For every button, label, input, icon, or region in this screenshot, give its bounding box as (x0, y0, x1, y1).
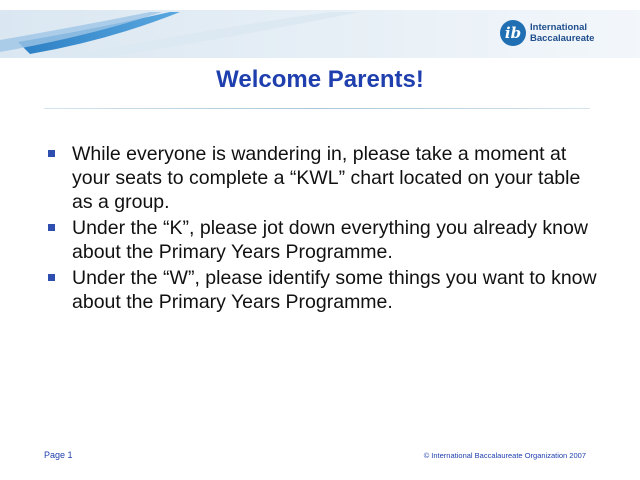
ib-logo-line2: Baccalaureate (530, 33, 595, 44)
bullet-item (44, 266, 604, 314)
bullet-item (44, 216, 604, 264)
square-bullet-icon (48, 224, 55, 231)
bullet-text: Under the “W”, please identify some things you want to know about the Primary Years Programme. (72, 267, 597, 313)
bullet-item (44, 142, 604, 214)
square-bullet-icon (48, 274, 55, 281)
square-bullet-icon (48, 150, 55, 157)
ib-logo (500, 16, 594, 50)
bullet-text: Under the “K”, please jot down everything you already know about the Primary Years Programme. (72, 217, 588, 263)
copyright-notice: © International Baccalaureate Organization 2007 (423, 451, 586, 460)
slide-title: Welcome Parents! (216, 66, 424, 93)
page-number: Page 1 (44, 450, 73, 460)
ib-logo-icon: ib (500, 20, 526, 46)
ib-logo-wordmark (530, 22, 594, 44)
bullet-list (44, 142, 604, 316)
bullet-text: While everyone is wandering in, please take a moment at your seats to complete a “KWL” chart located on your table as a group. (72, 143, 581, 213)
ib-logo-line1: International (530, 22, 588, 33)
title-divider (44, 108, 590, 109)
